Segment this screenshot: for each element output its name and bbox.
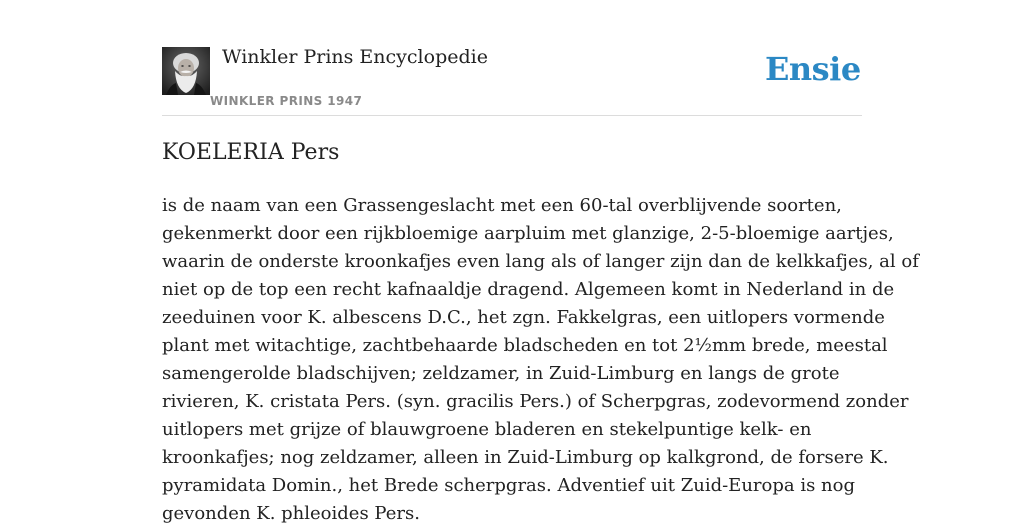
body-line: gevonden K. phleoides Pers. [162,503,420,524]
body-line: is de naam van een Grassengeslacht met een 60-tal overblijvende soorten, [162,195,842,216]
body-line: kroonkafjes; nog zeldzamer, alleen in Zuid-Limburg op kalkgrond, de forsere K. [162,447,889,468]
body-line: plant met witachtige, zachtbehaarde bladscheden en tot 2½mm brede, meestal [162,335,888,356]
ensie-logo[interactable]: Ensie [765,50,861,88]
body-line: samengerolde bladschijven; zeldzamer, in Zuid-Limburg en langs de grote [162,363,840,384]
header-divider [162,115,862,116]
body-line: niet op de top een recht kafnaaldje dragend. Algemeen komt in Nederland in de [162,279,895,300]
body-line: uitlopers met grijze of blauwgroene bladeren en stekelpuntige kelk- en [162,419,812,440]
body-line: gekenmerkt door een rijkbloemige aarpluim met glanzige, 2-5-bloemige aartjes, [162,223,894,244]
edition-label: WINKLER PRINS 1947 [210,94,363,108]
body-line: zeeduinen voor K. albescens D.C., het zgn. Fakkelgras, een uitlopers vormende [162,307,885,328]
body-line: rivieren, K. cristata Pers. (syn. gracilis Pers.) of Scherpgras, zodevormend zonder [162,391,909,412]
body-line: pyramidata Domin., het Brede scherpgras. Adventief uit Zuid-Europa is nog [162,475,855,496]
author-avatar-icon[interactable] [162,47,210,95]
source-name-link[interactable]: Winkler Prins Encyclopedie [222,46,488,68]
article-title: KOELERIA Pers [162,140,340,165]
article-body [162,192,919,528]
body-line: waarin de onderste kroonkafjes even lang als of langer zijn dan de kelkkafjes, al of [162,251,919,272]
